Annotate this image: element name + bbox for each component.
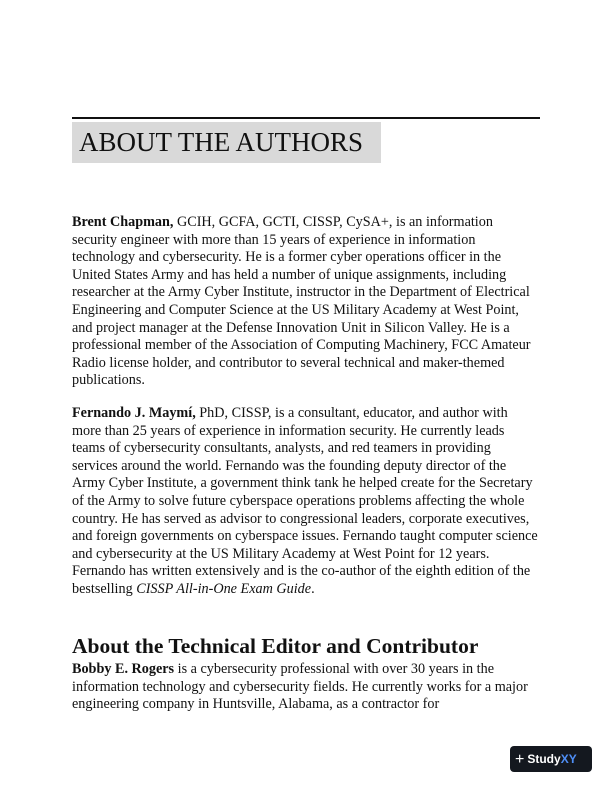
author-bio-chapman [72, 214, 540, 390]
page-title: ABOUT THE AUTHORS [72, 122, 381, 163]
studyxy-watermark-badge[interactable] [510, 746, 592, 772]
brand-text: Study [527, 752, 561, 766]
editor-bio-text: is a cybersecurity professional with over 30 years in the information technology and cybersecurity fields. He currently works for a major engineering company in Huntsville, Alabama, as a contractor for [72, 661, 528, 713]
author-bio-text: PhD, CISSP, is a consultant, educator, and author with more than 25 years of experience in information security. He currently leads teams of cybersecurity consultants, analysts, and red teamers in providing services around the world. Fernando was the founding deputy director of the Army Cyber Institute, a government think tank he helped create for the Secretary of the Army to solve future cyberspace operations problems affecting the whole country. He has served as advisor to congressional leaders, corporate executives, and foreign governments on cyberspace issues. Fernando taught computer science and cybersecurity at the US Military Academy at West Point for 12 years. Fernando has written extensively and is the co-author of the eighth edition of the bestselling [72, 405, 538, 597]
plus-icon: + [515, 751, 525, 768]
editor-bio-rogers [72, 661, 540, 714]
author-name: Brent Chapman, [72, 214, 174, 230]
header-rule [72, 117, 540, 119]
author-bio-end: . [311, 580, 315, 597]
brand-accent-text: XY [560, 752, 577, 766]
author-bio-text: GCIH, GCFA, GCTI, CISSP, CySA+, is an information security engineer with more than 15 years of experience in information technology and cybersecurity. He is a former cyber operations officer in the United States Army and has held a number of unique assignments, including researcher at the Army Cyber Institute, instructor in the Department of Electrical Engineering and Computer Science at the US Military Academy at West Point, and project manager at the Defense Innovation Unit in Silicon Valley. He is a professional member of the Association of Computing Machinery, FCC Amateur Radio license holder, and contributor to several technical and maker-themed publications. [72, 214, 531, 389]
author-name: Fernando J. Maymí, [72, 405, 196, 421]
author-bio-maymi [72, 405, 540, 599]
editor-name: Bobby E. Rogers [72, 661, 175, 677]
book-title: CISSP All-in-One Exam Guide [136, 580, 312, 597]
section-heading-editor: About the Technical Editor and Contributor [72, 634, 479, 658]
